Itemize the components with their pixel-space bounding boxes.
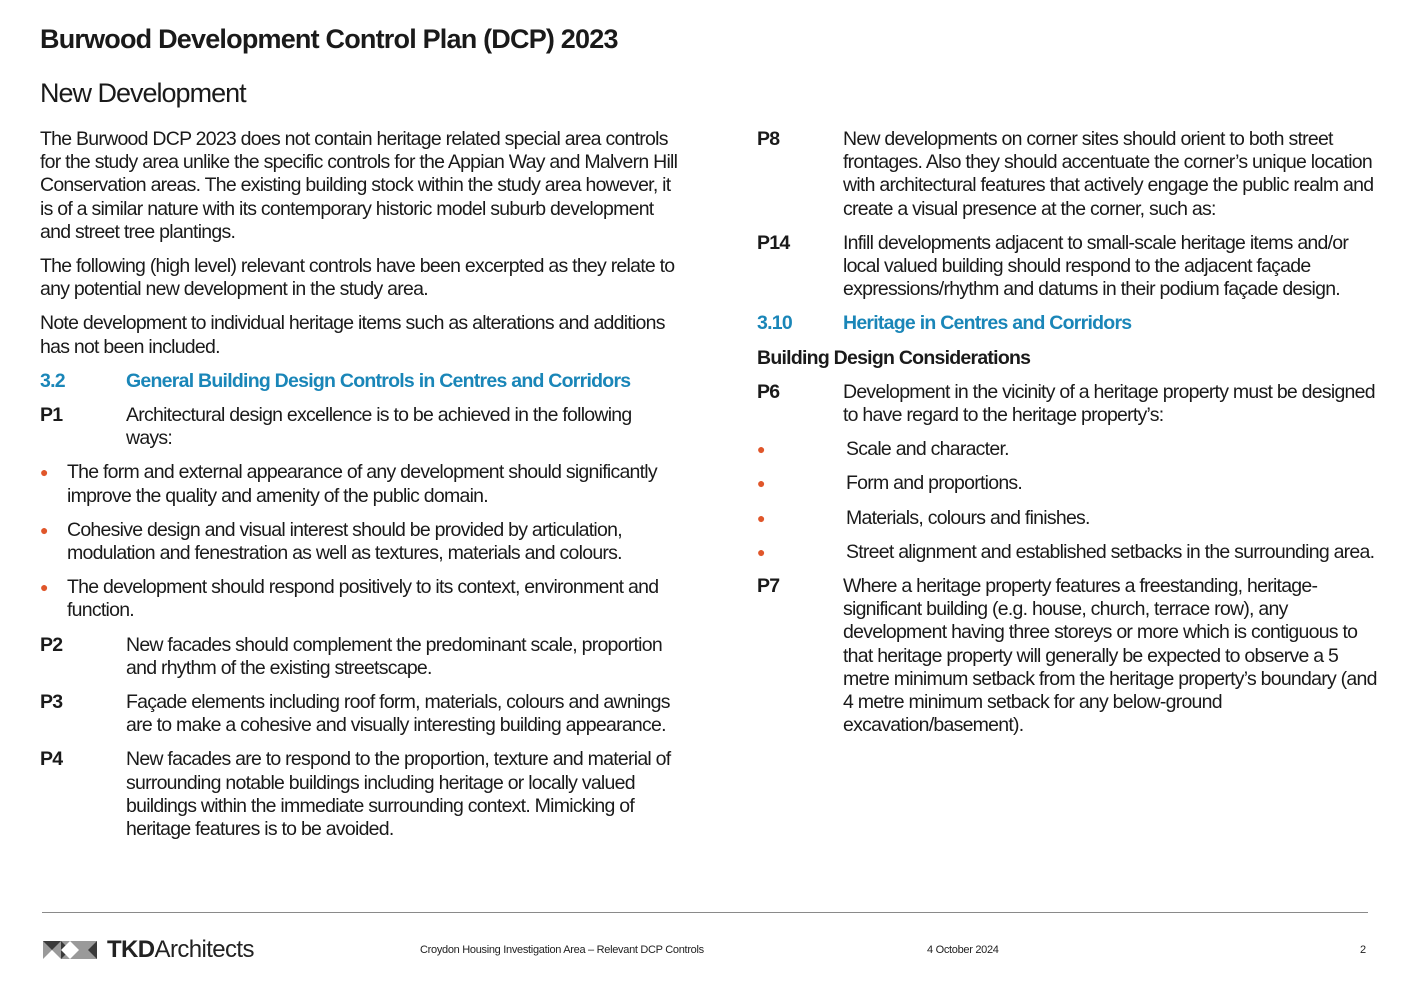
bullet-item: [757, 507, 1387, 530]
bullet-text: Cohesive design and visual interest should be provided by articulation, modulation and fenestration as well as textures, materials and colours.: [67, 518, 622, 565]
control-text: Architectural design excellence is to be achieved in the following ways:: [126, 404, 632, 450]
section-title: Heritage in Centres and Corridors: [843, 312, 1132, 335]
control-text: New developments on corner sites should orient to both street frontages. Also they should accentuate the corner’s unique location with architectural features that actively engage the public realm and create a visual presence at the corner, such as:: [843, 128, 1374, 220]
section-heading-3-10: [757, 312, 1387, 335]
control-code: P2: [40, 633, 63, 656]
control-code: P1: [40, 404, 63, 427]
bullet-icon: ●: [40, 464, 48, 481]
control-p4: [40, 748, 680, 841]
section-title: General Building Design Controls in Centres and Corridors: [126, 369, 631, 392]
bullet-item: [40, 576, 680, 622]
bullet-icon: ●: [757, 543, 765, 560]
intro-paragraph: The Burwood DCP 2023 does not contain heritage related special area controls for the study area unlike the specific controls for the Appian Way and Malvern Hill Conservation areas. The existing building stock within the study area however, it is of a similar nature with its contemporary historic model suburb development and street tree plantings.: [40, 128, 678, 243]
control-code: P14: [757, 231, 790, 254]
bullet-icon: ●: [757, 475, 765, 492]
control-text: Development in the vicinity of a heritage property must be designed to have regard to the heritage property’s:: [843, 380, 1375, 427]
bullet-item: [757, 472, 1387, 495]
control-p14: [757, 232, 1387, 302]
bullet-icon: ●: [40, 579, 48, 596]
page-number: 2: [1360, 944, 1366, 956]
bullet-text: The form and external appearance of any development should significantly improve the quality and amenity of the public domain.: [67, 461, 657, 507]
control-code: P8: [757, 128, 780, 150]
bullet-text: Scale and character.: [846, 438, 1009, 461]
bullet-item: [40, 461, 680, 507]
bullet-text: Materials, colours and finishes.: [846, 506, 1090, 529]
bullet-item: [757, 541, 1387, 564]
control-code: P7: [757, 575, 780, 598]
control-code: P3: [40, 691, 63, 714]
left-column: [40, 128, 680, 852]
footer-date: 4 October 2024: [927, 944, 999, 956]
control-text: Where a heritage property features a freestanding, heritage-significant building (e.g. house, church, terrace row), any development having three storeys or more which is contiguous to that heritage property will generally be expected to observe a 5 metre minimum setback from the heritage property’s boundary (and 4 metre minimum setback for any below-ground excavation/basement).: [843, 575, 1377, 737]
company-logo: [43, 938, 254, 962]
section-number: 3.10: [757, 312, 792, 335]
footer-divider: [42, 912, 1368, 913]
control-p3: [40, 691, 680, 737]
logo-wordmark: [107, 938, 254, 962]
subheading: Building Design Considerations: [757, 346, 1031, 369]
bullet-text: Form and proportions.: [846, 472, 1023, 495]
footer-document-title: Croydon Housing Investigation Area – Relevant DCP Controls: [420, 944, 704, 956]
control-text: Façade elements including roof form, materials, colours and awnings are to make a cohesive and visually interesting building appearance.: [126, 691, 670, 737]
section-number: 3.2: [40, 369, 65, 392]
control-p7: [757, 575, 1387, 737]
bullet-text: The development should respond positively to its context, environment and function.: [67, 576, 659, 622]
intro-paragraph: Note development to individual heritage items such as alterations and additions has not been included.: [40, 312, 665, 358]
bullet-icon: ●: [757, 509, 765, 526]
control-text: New facades should complement the predominant scale, proportion and rhythm of the existing streetscape.: [126, 633, 662, 679]
bullet-icon: ●: [757, 441, 765, 458]
right-column: [757, 128, 1387, 748]
bullet-item: [757, 438, 1387, 461]
page-subtitle: New Development: [40, 78, 246, 108]
page-title: Burwood Development Control Plan (DCP) 2023: [40, 24, 618, 54]
control-code: P4: [40, 748, 63, 771]
logo-bold-text: TKD: [107, 936, 155, 963]
logo-mark-icon: [43, 941, 97, 959]
control-text: New facades are to respond to the proportion, texture and material of surrounding notable buildings including heritage or locally valued buildings within the immediate surrounding context. Mimicking of heritage features is to be avoided.: [126, 748, 671, 841]
control-p8: [757, 128, 1387, 221]
logo-regular-text: Architects: [154, 936, 254, 963]
bullet-item: [40, 519, 680, 565]
control-text: Infill developments adjacent to small-scale heritage items and/or local valued building should respond to the adjacent façade expressions/rhythm and datums in their podium façade design.: [843, 231, 1349, 301]
control-p2: [40, 634, 680, 680]
section-heading-3-2: [40, 370, 680, 393]
bullet-icon: ●: [40, 521, 48, 538]
intro-paragraph: The following (high level) relevant controls have been excerpted as they relate to any potential new development in the study area.: [40, 255, 675, 301]
control-p1: [40, 404, 680, 450]
control-code: P6: [757, 380, 780, 403]
bullet-text: Street alignment and established setbacks in the surrounding area.: [846, 540, 1375, 563]
control-p6: [757, 381, 1387, 427]
